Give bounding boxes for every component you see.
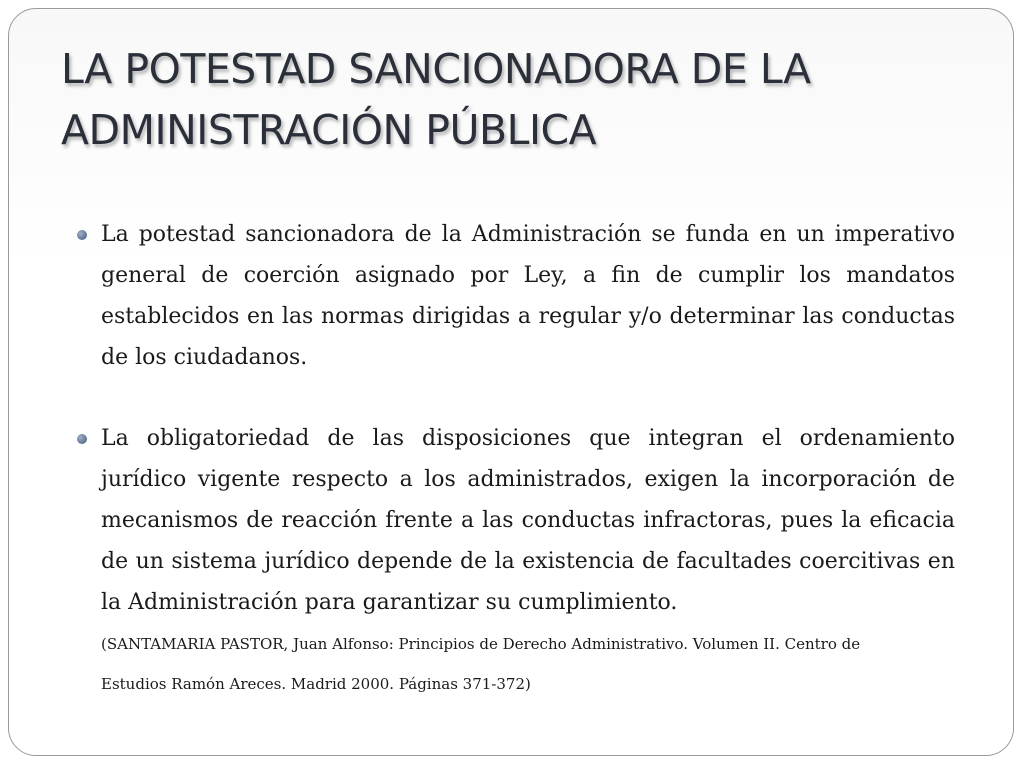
- bullet-item: [77, 418, 955, 704]
- bullet-dot-icon: [77, 230, 87, 240]
- bullet-item: [77, 214, 955, 378]
- slide-title: [61, 39, 961, 161]
- citation-line-2: Estudios Ramón Areces. Madrid 2000. Páginas 371-372): [101, 675, 531, 693]
- bullet-dot-icon: [77, 434, 87, 444]
- slide: [8, 8, 1014, 756]
- title-line-2: ADMINISTRACIÓN PÚBLICA: [61, 106, 597, 154]
- slide-body: [77, 214, 955, 744]
- title-line-1: LA POTESTAD SANCIONADORA DE LA: [61, 45, 811, 93]
- citation-line-1: (SANTAMARIA PASTOR, Juan Alfonso: Principios de Derecho Administrativo. Volumen II. Centro de: [101, 635, 861, 653]
- citation: [101, 624, 955, 704]
- bullet-text: La potestad sancionadora de la Administración se funda en un imperativo general de coerción asignado por Ley, a fin de cumplir los mandatos establecidos en las normas dirigidas a regular y/o determinar las conductas de los ciudadanos.: [101, 222, 955, 370]
- bullet-text: La obligatoriedad de las disposiciones que integran el ordenamiento jurídico vigente respecto a los administrados, exigen la incorporación de mecanismos de reacción frente a las conductas infractoras, pues la eficacia de un sistema jurídico depende de la existencia de facultades coercitivas en la Administración para garantizar su cumplimiento.: [101, 426, 955, 615]
